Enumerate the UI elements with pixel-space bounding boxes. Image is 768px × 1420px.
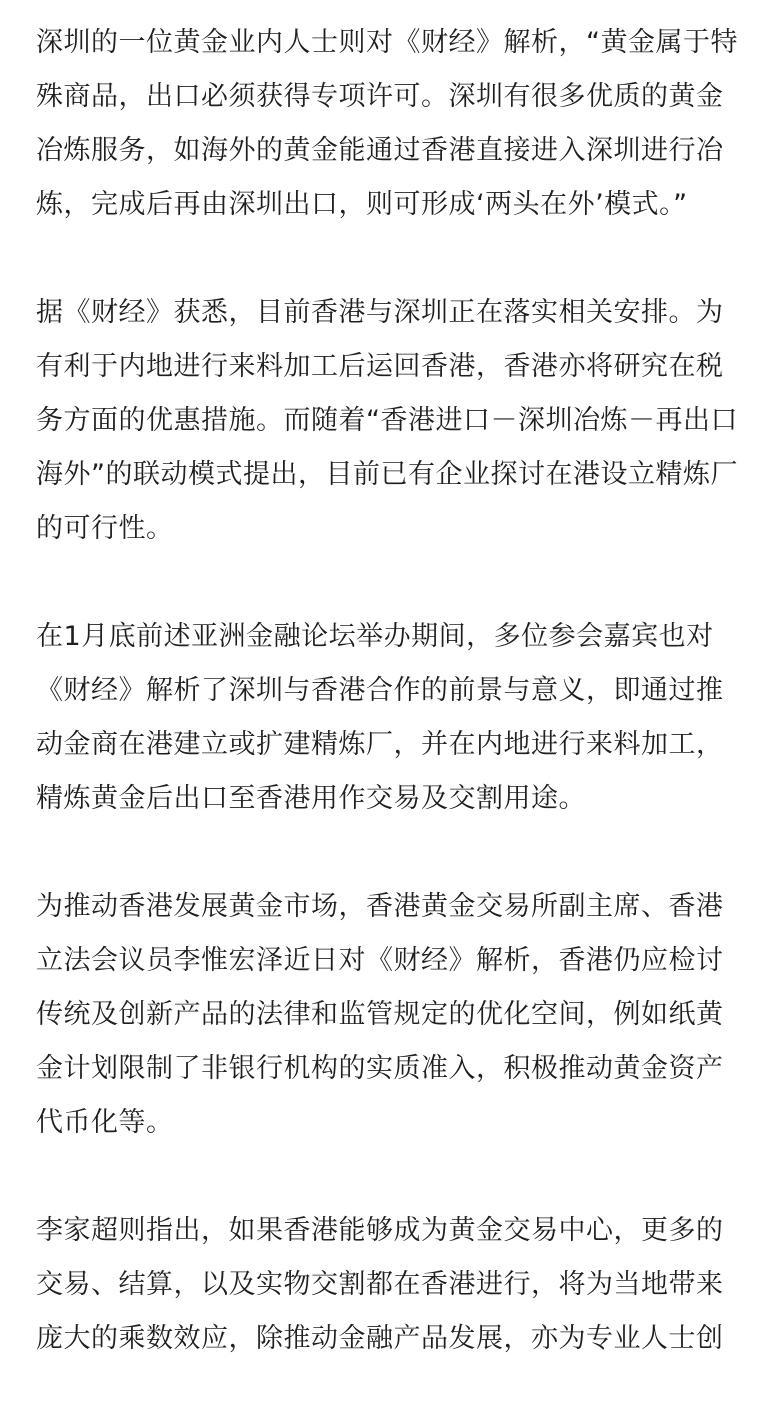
text-line: 传统及创新产品的法律和监管规定的优化空间，例如纸黄 [36, 999, 724, 1030]
text-line: 代币化等。 [36, 1107, 174, 1138]
article-body [36, 16, 736, 1420]
text-line: 《财经》解析了深圳与香港合作的前景与意义，即通过推 [36, 675, 724, 706]
text-line: 为推动香港发展黄金市场，香港黄金交易所副主席、香港 [36, 891, 724, 922]
paragraph-3 [36, 610, 736, 826]
text-line: 精炼黄金后出口至香港用作交易及交割用途。 [36, 783, 586, 814]
paragraph-2 [36, 286, 736, 556]
text-line: 深圳的一位黄金业内人士则对《财经》解析，“黄金属于特 [36, 27, 738, 58]
text-line: 海外”的联动模式提出，目前已有企业探讨在港设立精炼厂 [36, 459, 738, 490]
text-line: 交易、结算，以及实物交割都在香港进行，将为当地带来 [36, 1269, 724, 1300]
text-line: 炼，完成后再由深圳出口，则可形成‘两头在外’模式。” [36, 189, 688, 220]
text-line: 李家超则指出，如果香港能够成为黄金交易中心，更多的 [36, 1215, 724, 1246]
text-line: 殊商品，出口必须获得专项许可。深圳有很多优质的黄金 [36, 81, 724, 112]
text-line: 有利于内地进行来料加工后运回香港，香港亦将研究在税 [36, 351, 724, 382]
paragraph-1 [36, 16, 736, 232]
text-line: 务方面的优惠措施。而随着“香港进口－深圳冶炼－再出口 [36, 405, 738, 436]
text-line: 冶炼服务，如海外的黄金能通过香港直接进入深圳进行冶 [36, 135, 724, 166]
paragraph-4 [36, 880, 736, 1150]
text-line: 据《财经》获悉，目前香港与深圳正在落实相关安排。为 [36, 297, 724, 328]
text-line: 金计划限制了非银行机构的实质准入，积极推动黄金资产 [36, 1053, 724, 1084]
text-line: 庞大的乘数效应，除推动金融产品发展，亦为专业人士创 [36, 1323, 724, 1354]
text-line: 在1月底前述亚洲金融论坛举办期间，多位参会嘉宾也对 [36, 621, 714, 652]
paragraph-5 [36, 1204, 736, 1366]
text-line: 动金商在港建立或扩建精炼厂，并在内地进行来料加工， [36, 729, 724, 760]
text-line: 立法会议员李惟宏泽近日对《财经》解析，香港仍应检讨 [36, 945, 724, 976]
text-line: 的可行性。 [36, 513, 174, 544]
